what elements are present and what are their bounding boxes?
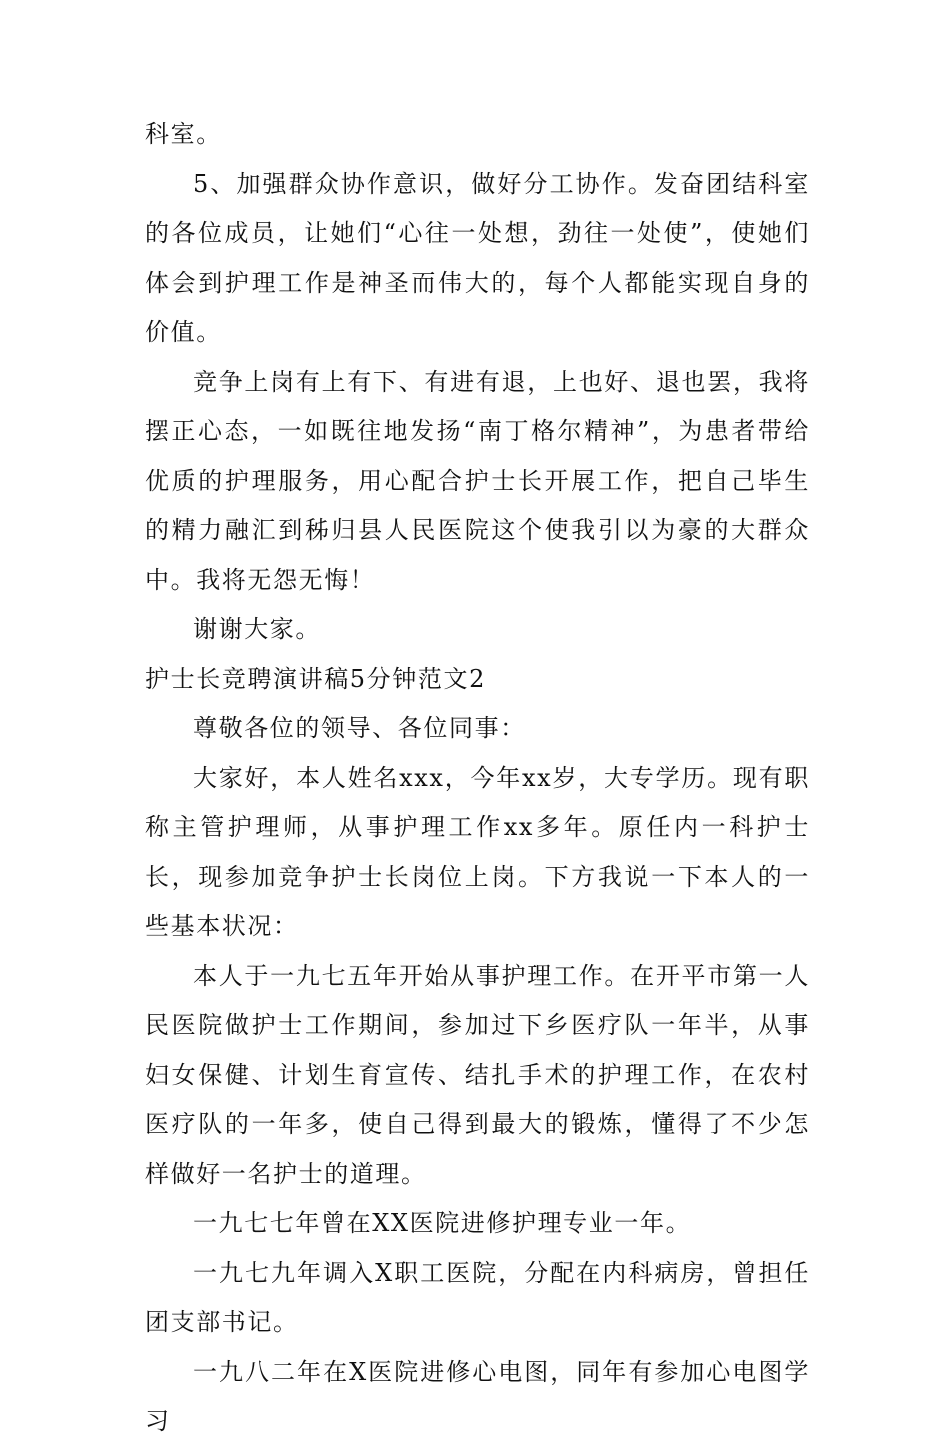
paragraph: 大家好，本人姓名xxx，今年xx岁，大专学历。现有职称主管护理师，从事护理工作xx多年。原任内一科护士长，现参加竞争护士长岗位上岗。下方我说一下本人的一些基本状况：: [145, 763, 810, 940]
paragraph: 谢谢大家。: [193, 615, 321, 643]
paragraph: 一九八二年在X医院进修心电图，同年有参加心电图学习: [145, 1357, 810, 1435]
paragraph: 科室。: [145, 120, 222, 148]
paragraph: 一九七九年调入X职工医院，分配在内科病房，曾担任团支部书记。: [145, 1258, 810, 1336]
paragraph: 竞争上岗有上有下、有进有退，上也好、退也罢，我将摆正心态，一如既往地发扬“南丁格尔精神”，为患者带给优质的护理服务，用心配合护士长开展工作，把自己毕生的精力融汇到秭归县人民医院这个使我引以为豪的大群众中。我将无怨无悔！: [145, 367, 810, 594]
salutation: 尊敬各位的领导、各位同事：: [193, 714, 526, 742]
paragraph: 本人于一九七五年开始从事护理工作。在开平市第一人民医院做护士工作期间，参加过下乡医疗队一年半，从事妇女保健、计划生育宣传、结扎手术的护理工作，在农村医疗队的一年多，使自己得到最大的锻炼，懂得了不少怎样做好一名护士的道理。: [145, 961, 810, 1188]
document-body: [145, 110, 810, 1447]
paragraph: 5、加强群众协作意识，做好分工协作。发奋团结科室的各位成员，让她们“心往一处想，劲往一处使”，使她们体会到护理工作是神圣而伟大的，每个人都能实现自身的价值。: [145, 169, 810, 346]
paragraph: 一九七七年曾在XX医院进修护理专业一年。: [193, 1209, 692, 1237]
section-heading: 护士长竞聘演讲稿5分钟范文2: [145, 664, 486, 693]
